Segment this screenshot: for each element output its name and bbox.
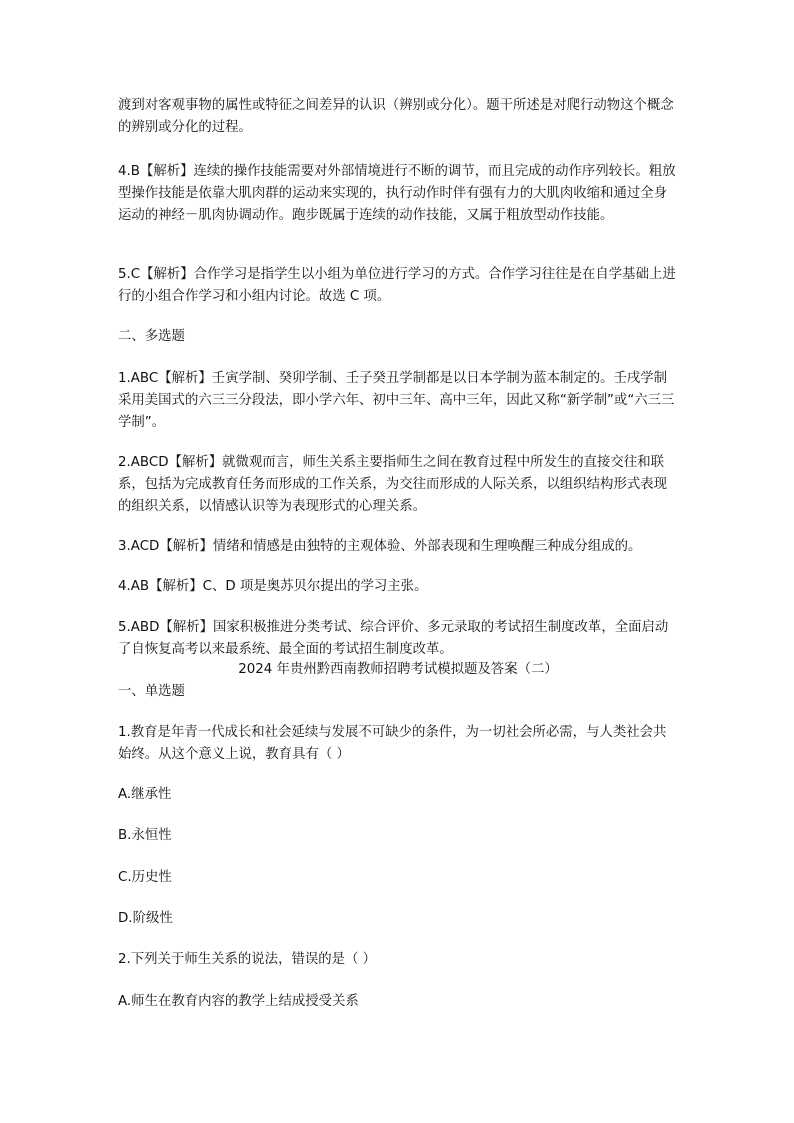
multi-answer-3-explanation: 3.ACD【解析】情绪和情感是由独特的主观体验、外部表现和生理唤醒三种成分组成的。	[118, 539, 642, 554]
question-2: 2.下列关于师生关系的说法，错误的是（ ）	[118, 952, 377, 967]
multi-answer-5-explanation: 5.ABD【解析】国家积极推进分类考试、综合评价、多元录取的考试招生制度改革，全面启动了自恢复高考以来最系统、最全面的考试招生制度改革。	[118, 620, 669, 657]
question-2-option-a: A.师生在教育内容的教学上结成授受关系	[118, 994, 359, 1009]
question-1-option-b: B.永恒性	[118, 828, 172, 843]
section-heading-single-choice: 一、单选题	[118, 684, 185, 699]
answer-4-explanation: 4.B【解析】连续的操作技能需要对外部情境进行不断的调节，而且完成的动作序列较长。粗放型操作技能是依靠大肌肉群的运动来实现的，执行动作时伴有强有力的大肌肉收缩和通过全身运动的神经－肌肉协调动作。跑步既属于连续的动作技能，又属于粗放型动作技能。	[118, 164, 676, 223]
multi-answer-1-explanation: 1.ABC【解析】壬寅学制、癸卯学制、壬子癸丑学制都是以日本学制为蓝本制定的。壬戌学制采用美国式的六三三分段法，即小学六年、初中三年、高中三年，因此又称“新学制”或“六三三学制”。	[118, 371, 675, 430]
multi-answer-4-explanation: 4.AB【解析】C、D 项是奥苏贝尔提出的学习主张。	[118, 579, 428, 594]
question-1-option-d: D.阶级性	[118, 911, 173, 926]
paragraph-continuation: 渡到对客观事物的属性或特征之间差异的认识（辨别或分化）。题干所述是对爬行动物这个概念的辨别或分化的过程。	[118, 98, 674, 135]
exam-title: 2024 年贵州黔西南教师招聘考试模拟题及答案（二）	[238, 662, 558, 677]
multi-answer-2-explanation: 2.ABCD【解析】就微观而言，师生关系主要指师生之间在教育过程中所发生的直接交往和联系，包括为完成教育任务而形成的工作关系，为交往而形成的人际关系，以组织结构形式表现的组织关系，以情感认识等为表现形式的心理关系。	[118, 455, 668, 514]
question-1-option-c: C.历史性	[118, 870, 172, 885]
question-1-option-a: A.继承性	[118, 787, 172, 802]
section-heading-multiple-choice: 二、多选题	[118, 329, 185, 344]
question-1: 1.教育是年青一代成长和社会延续与发展不可缺少的条件，为一切社会所必需，与人类社会共始终。从这个意义上说，教育具有（ ）	[118, 725, 667, 762]
answer-5-explanation: 5.C【解析】合作学习是指学生以小组为单位进行学习的方式。合作学习往往是在自学基础上进行的小组合作学习和小组内讨论。故选 C 项。	[118, 267, 676, 304]
